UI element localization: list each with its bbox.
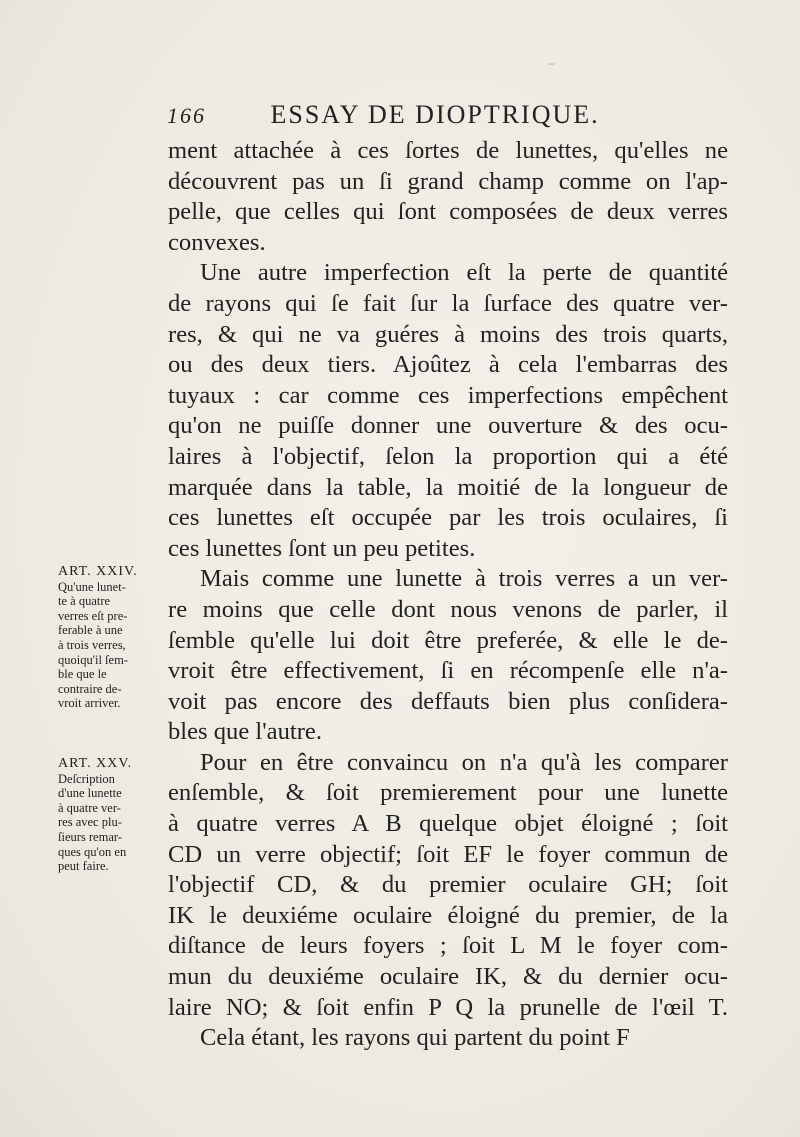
margin-note-art-25	[58, 757, 164, 874]
running-header	[167, 100, 727, 130]
margin-note-line: verres eſt pre-	[58, 608, 128, 623]
text-line: IK le deuxiéme oculaire éloigné du premier, de la	[168, 901, 728, 929]
text-line: bles que l'autre.	[168, 718, 322, 746]
text-line: tuyaux : car comme ces imperfections empêchent	[168, 381, 728, 409]
text-line: Cela étant, les rayons qui partent du point F	[200, 1024, 630, 1052]
text-line: vroit être effectivement, ſi en récompenſe elle n'a-	[168, 657, 728, 685]
text-line: l'objectif CD, & du premier oculaire GH; ſoit	[168, 871, 728, 899]
text-line: convexes.	[168, 228, 266, 256]
margin-note-line: quoiqu'il ſem-	[58, 652, 128, 667]
margin-note-line: contraire de-	[58, 681, 122, 696]
running-title: ESSAY DE DIOPTRIQUE.	[270, 100, 600, 129]
page-number: 166	[167, 103, 206, 128]
text-line: Une autre imperfection eſt la perte de quantité	[200, 259, 728, 287]
text-line: Pour en être convaincu on n'a qu'à les comparer	[200, 748, 728, 776]
margin-note-line: d'une lunette	[58, 786, 122, 801]
margin-note-line: ble que le	[58, 667, 107, 682]
text-line: ces lunettes eſt occupée par les trois oculaires, ſi	[168, 504, 728, 532]
text-line: qu'on ne puiſſe donner une ouverture & des ocu-	[168, 412, 728, 440]
text-line: re moins que celle dont nous venons de parler, il	[168, 595, 728, 623]
text-line: CD un verre objectif; ſoit EF le foyer commun de	[168, 840, 728, 868]
margin-note-line: vroit arriver.	[58, 696, 121, 711]
text-line: ment attachée à ces ſortes de lunettes, qu'elles ne	[168, 137, 728, 164]
text-line: res, & qui ne va guéres à moins des trois quarts,	[168, 320, 728, 348]
text-line: diſtance de leurs foyers ; ſoit L M le foyer com-	[168, 932, 728, 960]
stray-mark: –	[548, 56, 555, 72]
margin-note-line: Qu'une lunet-	[58, 579, 126, 594]
text-line: ou des deux tiers. Ajoûtez à cela l'embarras des	[168, 351, 728, 379]
text-line: de rayons qui ſe fait ſur la ſurface des quatre ver-	[168, 289, 728, 317]
text-line: voit pas encore des deffauts bien plus conſidera-	[168, 687, 728, 715]
text-line: laire NO; & ſoit enfin P Q la prunelle de l'œil T.	[168, 993, 728, 1021]
text-line: à quatre verres A B quelque objet éloigné ; ſoit	[168, 810, 728, 838]
body-text	[168, 136, 728, 1054]
margin-note-line: te à quatre	[58, 594, 111, 609]
text-line: laires à l'objectif, ſelon la proportion qui a été	[168, 442, 728, 470]
margin-note-art-24	[58, 565, 164, 711]
margin-note-line: res avec plu-	[58, 815, 122, 830]
text-line: ces lunettes ſont un peu petites.	[168, 534, 476, 562]
text-line: pelle, que celles qui ſont composées de deux verres	[168, 198, 728, 226]
text-line: découvrent pas un ſi grand champ comme on l'ap-	[168, 167, 728, 195]
margin-note-line: Deſcription	[58, 771, 115, 786]
margin-note-line: à trois verres,	[58, 637, 126, 652]
text-line: Mais comme une lunette à trois verres a un ver-	[200, 565, 728, 593]
margin-note-article: ART. XXIV.	[58, 564, 138, 579]
text-line: ſemble qu'elle lui doit être preferée, & elle le de-	[168, 626, 728, 654]
margin-note-line: ſieurs remar-	[58, 829, 122, 844]
margin-note-line: ques qu'on en	[58, 844, 127, 859]
text-line: mun du deuxiéme oculaire IK, & du dernier ocu-	[168, 963, 728, 991]
margin-note-line: peut faire.	[58, 859, 109, 874]
text-line: marquée dans la table, la moitié de la longueur de	[168, 473, 728, 501]
text-line: enſemble, & ſoit premierement pour une lunette	[168, 779, 728, 807]
margin-note-line: ferable à une	[58, 623, 123, 638]
margin-note-article: ART. XXV.	[58, 756, 133, 771]
margin-note-line: à quatre ver-	[58, 800, 121, 815]
